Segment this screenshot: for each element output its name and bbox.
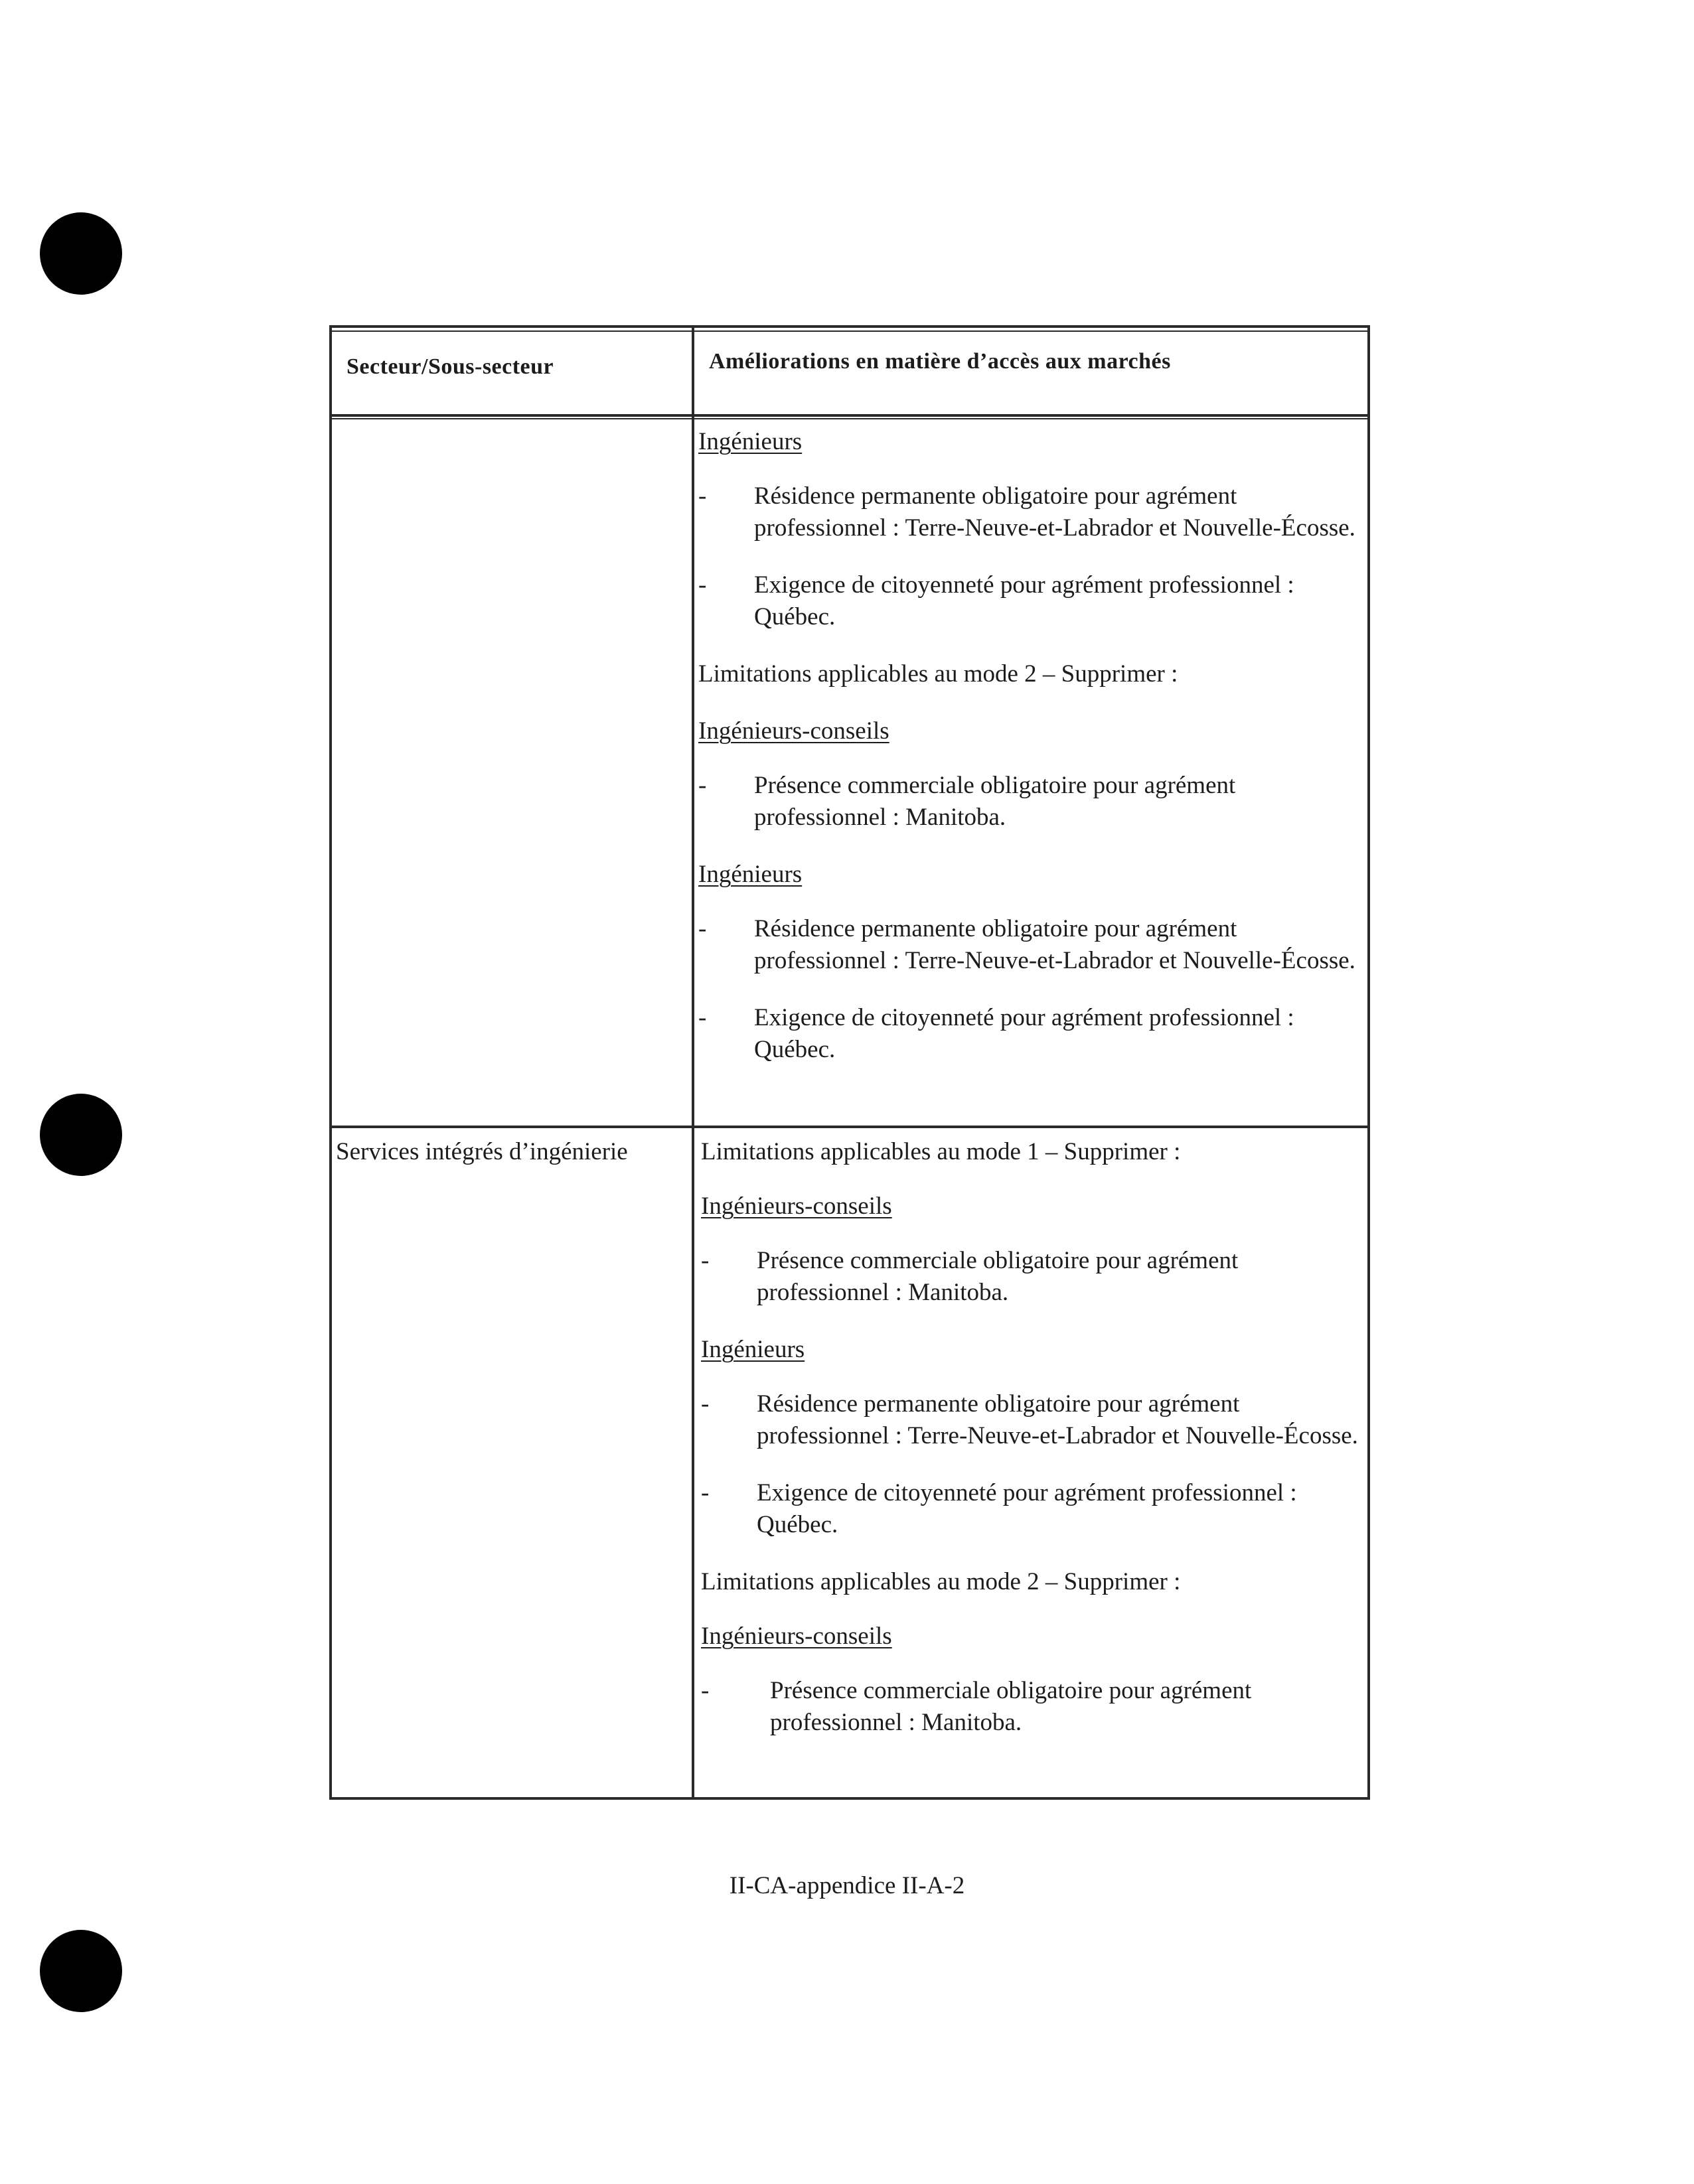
binder-hole-top	[40, 212, 122, 295]
subheading-ingenieurs: Ingénieurs	[701, 1336, 805, 1363]
list-item: - Résidence permanente obligatoire pour agrément professionnel : Terre-Neuve-et-Labrador et Nouvelle-Écosse.	[698, 482, 1355, 542]
subheading-ingenieurs-conseils: Ingénieurs-conseils	[701, 1193, 892, 1220]
header-rule-inner	[329, 418, 1370, 419]
binder-hole-bottom	[40, 1930, 122, 2012]
row2-improvements	[701, 1136, 1358, 1764]
binder-hole-middle	[40, 1094, 122, 1176]
sector-integrated-engineering: Services intégrés d’ingénierie	[336, 1138, 628, 1165]
header-sector: Secteur/Sous-secteur	[346, 354, 554, 379]
list-item: - Présence commerciale obligatoire pour agrément professionnel : Manitoba.	[701, 1247, 1239, 1306]
list-item: - Présence commerciale obligatoire pour agrément professionnel : Manitoba.	[701, 1677, 1252, 1736]
subheading-ingenieurs: Ingénieurs	[698, 861, 803, 888]
row1-improvements	[698, 426, 1355, 1091]
subheading-ingenieurs-conseils: Ingénieurs-conseils	[698, 717, 889, 745]
list-item: - Résidence permanente obligatoire pour agrément professionnel : Terre-Neuve-et-Labrador et Nouvelle-Écosse.	[701, 1390, 1358, 1449]
list-item: - Exigence de citoyenneté pour agrément professionnel : Québec.	[698, 571, 1294, 630]
list-item: - Exigence de citoyenneté pour agrément professionnel : Québec.	[698, 1004, 1294, 1063]
list-item: - Exigence de citoyenneté pour agrément professionnel : Québec.	[701, 1479, 1297, 1538]
row-divider	[329, 1126, 1370, 1128]
header-improvements: Améliorations en matière d’accès aux marchés	[709, 349, 1171, 374]
header-rule	[329, 414, 1370, 417]
mode-limitations-line: Limitations applicables au mode 2 – Supprimer :	[701, 1568, 1181, 1595]
column-divider	[692, 325, 694, 1800]
mode-limitations-line: Limitations applicables au mode 1 – Supprimer :	[701, 1138, 1181, 1165]
list-item: - Résidence permanente obligatoire pour agrément professionnel : Terre-Neuve-et-Labrador et Nouvelle-Écosse.	[698, 915, 1355, 974]
list-item: - Présence commerciale obligatoire pour agrément professionnel : Manitoba.	[698, 772, 1236, 831]
mode-limitations-line: Limitations applicables au mode 2 – Supprimer :	[698, 660, 1178, 688]
page-reference: II-CA-appendice II-A-2	[729, 1872, 965, 1899]
table-top-inner-rule	[332, 330, 1367, 332]
subheading-ingenieurs: Ingénieurs	[698, 428, 803, 455]
subheading-ingenieurs-conseils: Ingénieurs-conseils	[701, 1623, 892, 1650]
market-access-table	[329, 325, 1370, 1800]
